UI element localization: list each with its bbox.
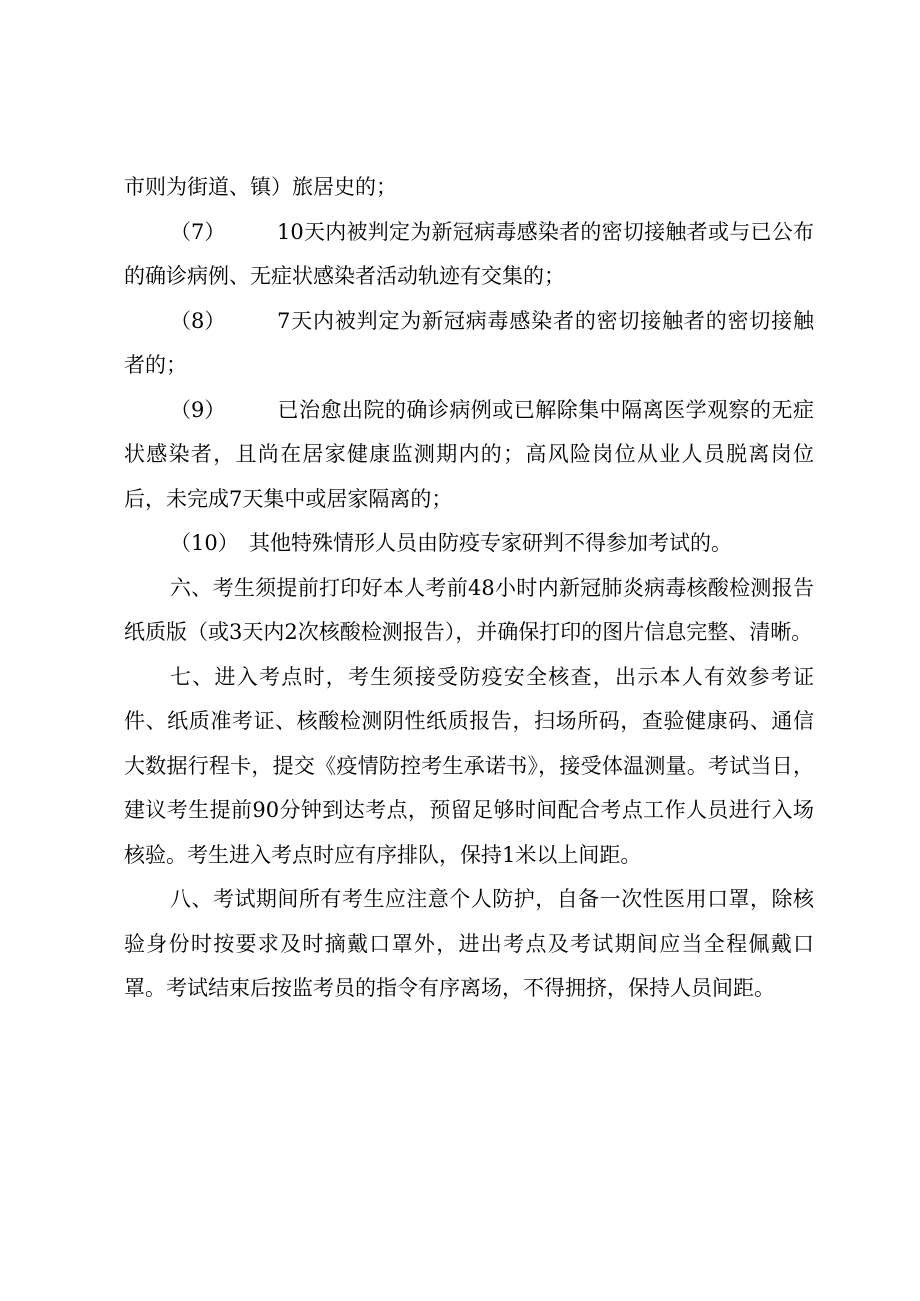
paragraph-section-8: [124, 877, 814, 1011]
paragraph-text: 7天内被判定为新冠病毒感染者的密切接触者的密切接触者的；: [124, 308, 814, 377]
item-number: （7）: [170, 219, 226, 244]
paragraph-section-7: [124, 655, 814, 878]
paragraph-text: 10天内被判定为新冠病毒感染者的密切接触者或与已公布的确诊病例、无症状感染者活动轨迹有交集的；: [124, 219, 814, 288]
paragraph-item-7: [124, 210, 814, 299]
item-number: （8）: [170, 308, 226, 333]
paragraph-section-6: [124, 566, 814, 655]
paragraph-text: 七、进入考点时，考生须接受防疫安全核查，出示本人有效参考证件、纸质准考证、核酸检测阴性纸质报告，扫场所码，查验健康码、通信大数据行程卡，提交《疫情防控考生承诺书》，接受体温测量。考试当日，建议考生提前90分钟到达考点，预留足够时间配合考点工作人员进行入场核验。考生进入考点时应有序排队，保持1米以上间距。: [124, 664, 814, 867]
paragraph-item-8: [124, 299, 814, 388]
paragraph-text: 六、考生须提前打印好本人考前48小时内新冠肺炎病毒核酸检测报告纸质版（或3天内2次核酸检测报告），并确保打印的图片信息完整、清晰。: [124, 575, 814, 644]
item-number: （10）: [170, 531, 239, 555]
document-body: [124, 165, 814, 1011]
paragraph-text: 已治愈出院的确诊病例或已解除集中隔离医学观察的无症状感染者，且尚在居家健康监测期内的；高风险岗位从业人员脱离岗位后，未完成7天集中或居家隔离的；: [124, 397, 814, 511]
paragraph-text: 市则为街道、镇）旅居史的；: [124, 175, 397, 199]
item-number: （9）: [170, 397, 226, 422]
paragraph-item-10: [124, 521, 814, 566]
paragraph-item-9: [124, 388, 814, 522]
paragraph-continuation: [124, 165, 814, 210]
paragraph-text: 八、考试期间所有考生应注意个人防护，自备一次性医用口罩，除核验身份时按要求及时摘戴口罩外，进出考点及考试期间应当全程佩戴口罩。考试结束后按监考员的指令有序离场，不得拥挤，保持人员间距。: [124, 887, 814, 1000]
paragraph-text: 其他特殊情形人员由防疫专家研判不得参加考试的。: [249, 531, 732, 555]
